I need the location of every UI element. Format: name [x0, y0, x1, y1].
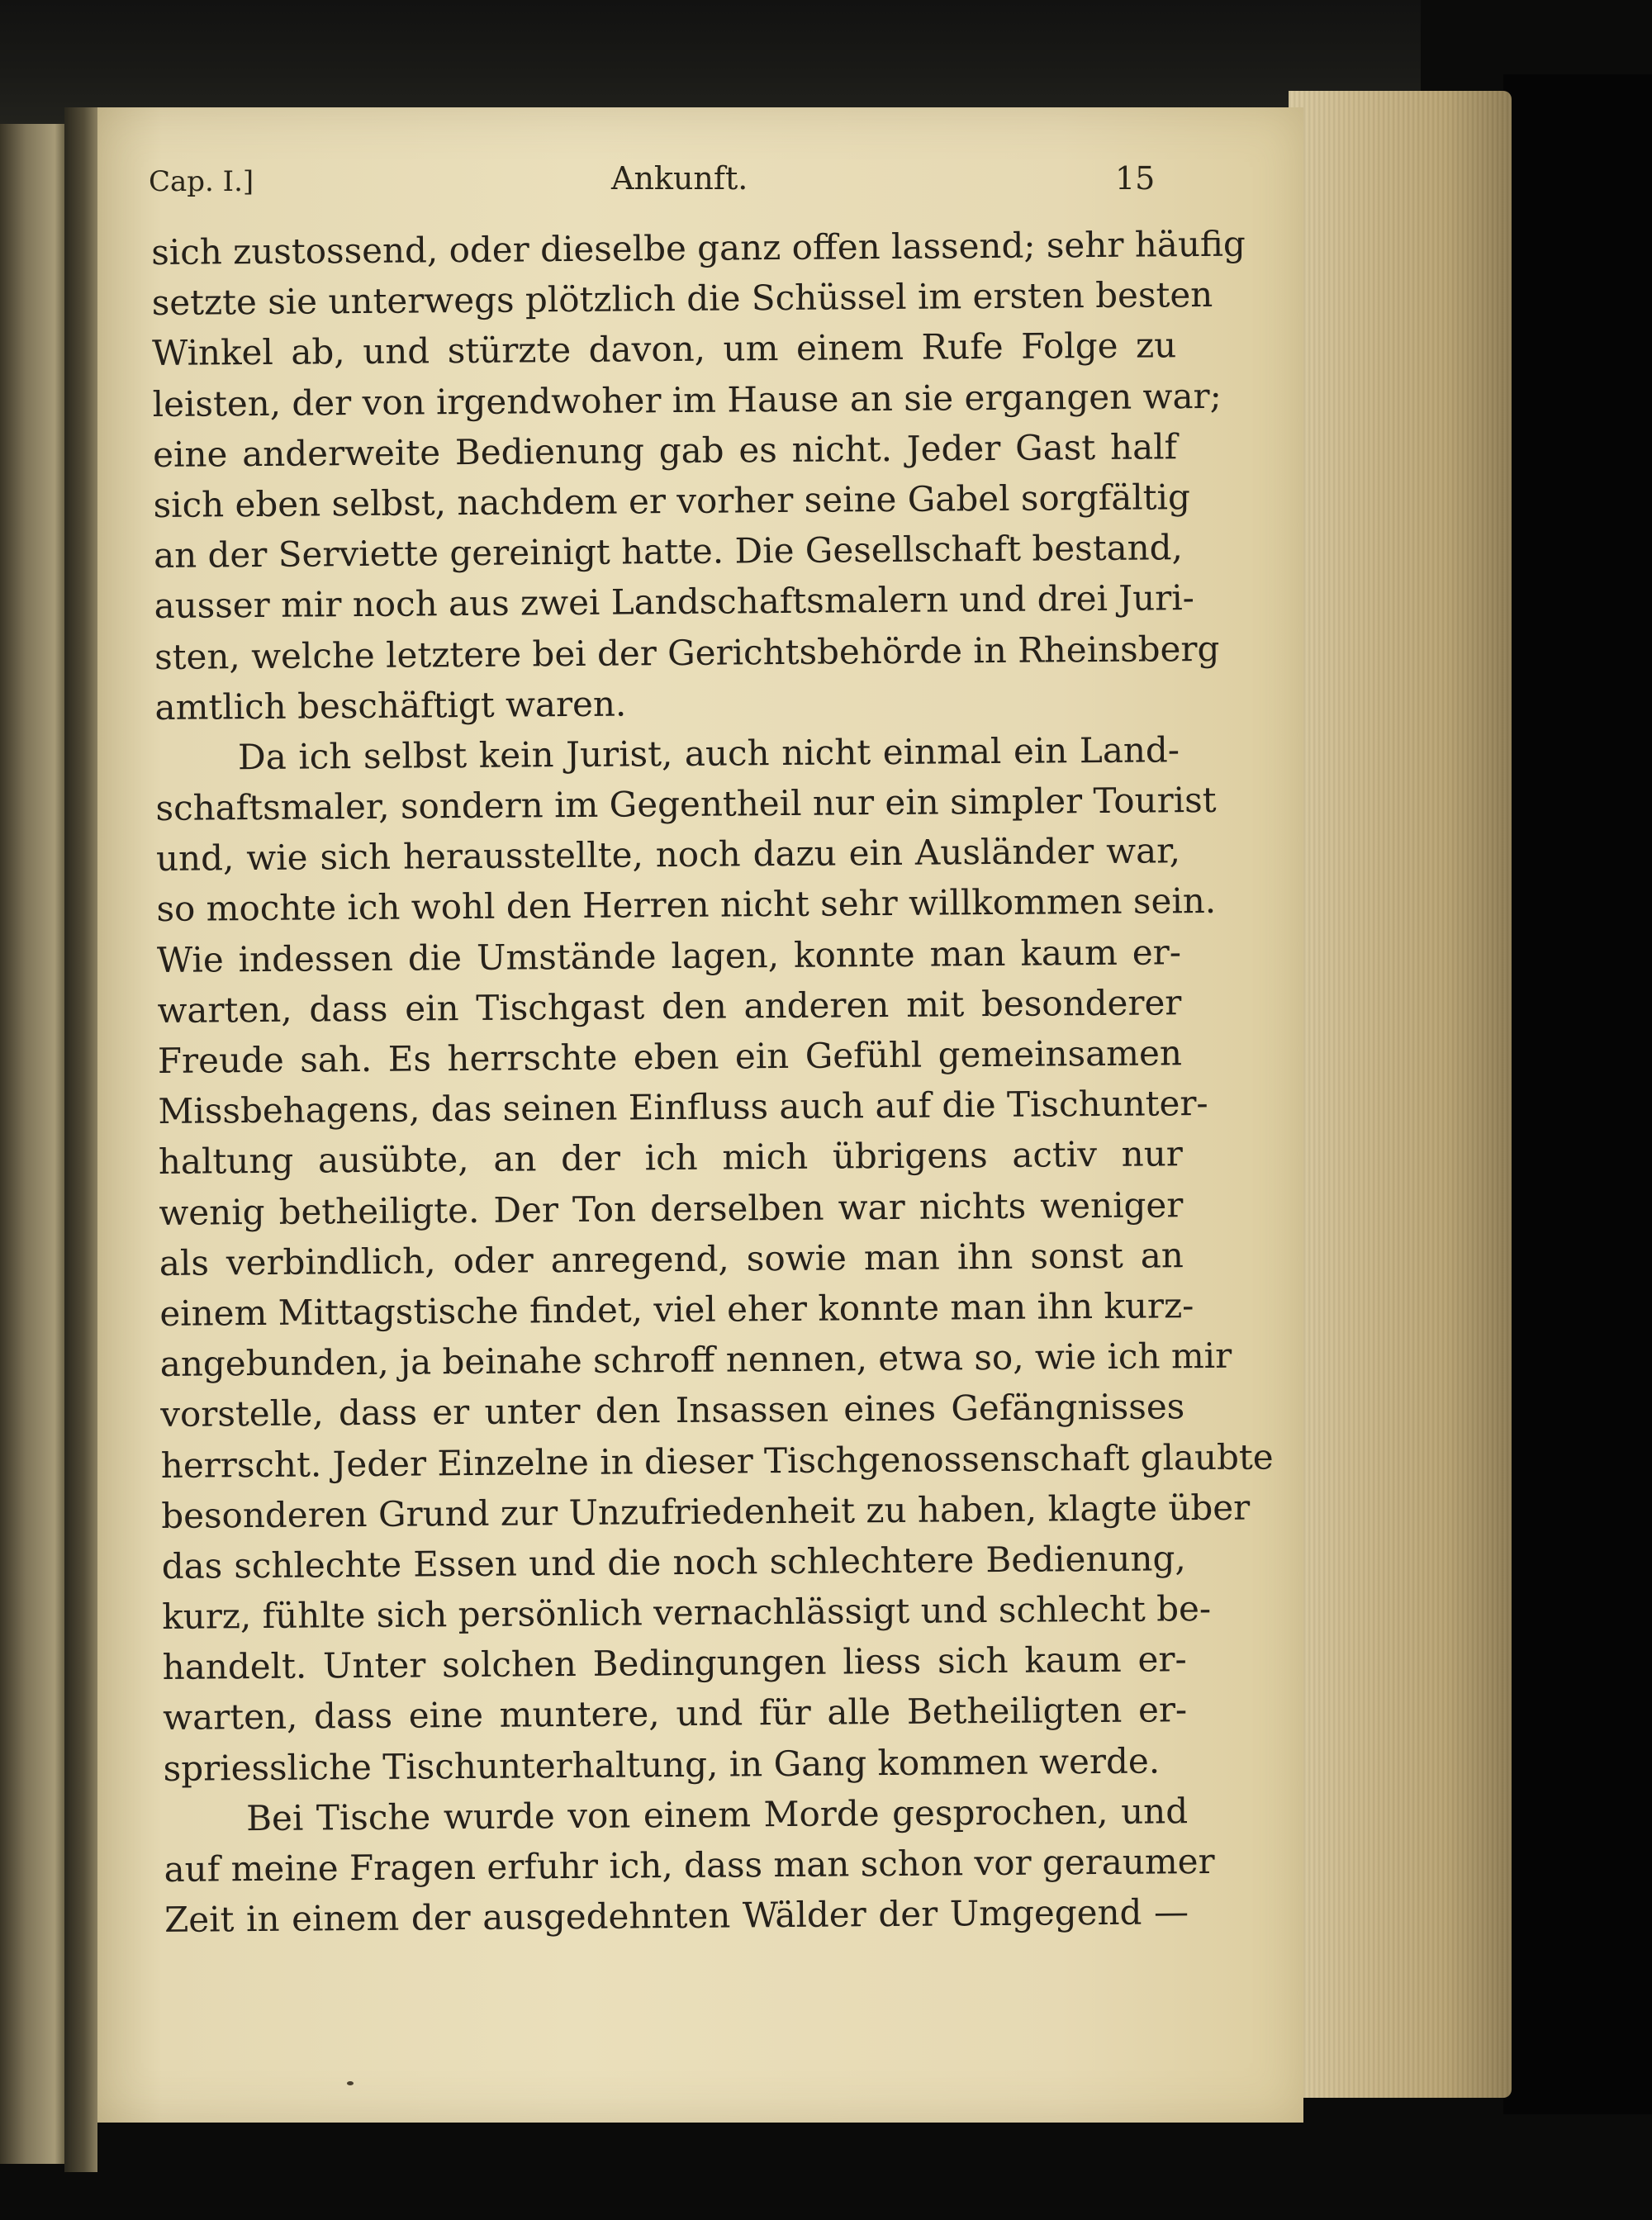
text-line: angebunden, ja beinahe schroff nennen, etwa so, wie ich mir	[159, 1335, 1232, 1385]
text-line: und, wie sich herausstellte, noch dazu ein Ausländer war,	[155, 830, 1181, 880]
text-line: leisten, der von irgendwoher im Hause an sie ergangen war;	[152, 375, 1222, 425]
text-line: als verbindlich, oder anregend, sowie man ihn sonst an	[159, 1234, 1184, 1283]
text-line: setzte sie unterwegs plötzlich die Schüssel im ersten besten	[151, 274, 1213, 324]
ink-speck	[347, 2081, 354, 2085]
text-line: eine anderweite Bedienung gab es nicht. Jeder Gast half	[152, 426, 1178, 475]
page-block-edges	[1289, 91, 1512, 2098]
text-line: an der Serviette gereinigt hatte. Die Gesellschaft bestand,	[153, 527, 1184, 576]
text-line: Wie indessen die Umstände lagen, konnte man kaum er-	[156, 931, 1182, 980]
text-line: sten, welche letztere bei der Gerichtsbehörde in Rheinsberg	[154, 628, 1220, 677]
running-head	[149, 160, 1156, 210]
text-line: Missbehagens, das seinen Einfluss auch auf die Tischunter-	[158, 1083, 1208, 1132]
section-title: Ankunft.	[611, 160, 748, 197]
text-line: Freude sah. Es herrschte eben ein Gefühl gemeinsamen	[157, 1032, 1183, 1081]
text-line: amtlich beschäftigt waren.	[154, 683, 627, 728]
previous-page-edge	[0, 124, 64, 2164]
text-line: so mochte ich wohl den Herren nicht sehr willkommen sein.	[156, 880, 1217, 930]
paragraph	[151, 219, 1246, 733]
text-line: besonderen Grund zur Unzufriedenheit zu haben, klagte über	[161, 1487, 1251, 1536]
text-line: wenig betheiligte. Der Ton derselben war nichts weniger	[159, 1184, 1184, 1233]
text-line: Zeit in einem der ausgedehnten Wälder der Umgegend —	[164, 1891, 1189, 1941]
page-number: 15	[1115, 160, 1156, 197]
text-line: herrscht. Jeder Einzelne in dieser Tischgenossenschaft glaubte	[160, 1435, 1274, 1486]
text-line: warten, dass eine muntere, und für alle Betheiligten er-	[162, 1689, 1188, 1739]
text-line: handelt. Unter solchen Bedingungen liess sich kaum er-	[162, 1639, 1187, 1688]
paragraph	[155, 724, 1274, 1794]
paragraph	[164, 1786, 1215, 1945]
text-line: vorstelle, dass er unter den Insassen eines Gefängnisses	[160, 1386, 1185, 1435]
text-line: ausser mir noch aus zwei Landschaftsmalern und drei Juri-	[154, 577, 1195, 627]
text-line: kurz, fühlte sich persönlich vernachlässigt und schlecht be-	[162, 1588, 1212, 1638]
chapter-label: Cap. I.]	[149, 165, 254, 198]
body-text	[151, 219, 1274, 1945]
text-line: sich zustossend, oder dieselbe ganz offen lassend; sehr häufig	[151, 223, 1246, 273]
background-shadow	[1503, 74, 1652, 2114]
text-line: Winkel ab, und stürzte davon, um einem Rufe Folge zu	[152, 325, 1177, 374]
text-line: auf meine Fragen erfuhr ich, dass man schon vor geraumer	[164, 1840, 1215, 1890]
text-line: Da ich selbst kein Jurist, auch nicht einmal ein Land-	[237, 729, 1180, 778]
text-line: spriessliche Tischunterhaltung, in Gang kommen werde.	[163, 1740, 1161, 1789]
text-line: einem Mittagstische findet, viel eher konnte man ihn kurz-	[159, 1285, 1194, 1334]
text-line: das schlechte Essen und die noch schlechtere Bedienung,	[161, 1538, 1186, 1587]
text-line: haltung ausübte, an der ich mich übrigens activ nur	[158, 1133, 1184, 1183]
text-line: Bei Tische wurde von einem Morde gesprochen, und	[245, 1791, 1189, 1838]
book-gutter	[64, 107, 97, 2172]
text-line: warten, dass ein Tischgast den anderen mit besonderer	[157, 982, 1182, 1031]
text-line: schaftsmaler, sondern im Gegentheil nur ein simpler Tourist	[155, 779, 1217, 829]
background-cloth	[0, 0, 1421, 124]
text-line: sich eben selbst, nachdem er vorher seine Gabel sorgfältig	[153, 477, 1191, 525]
